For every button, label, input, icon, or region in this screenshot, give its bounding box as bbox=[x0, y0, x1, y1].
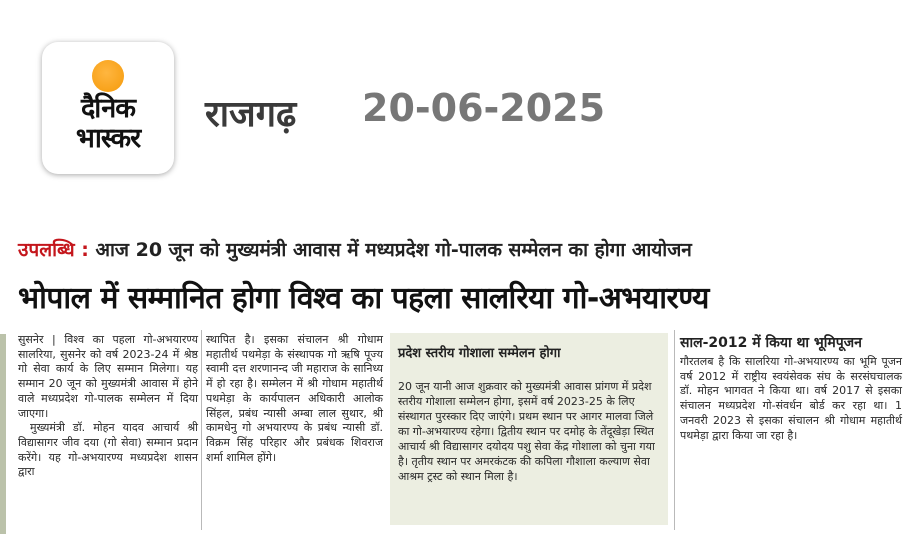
article-column-2 bbox=[206, 333, 383, 465]
col4-title: साल-2012 में किया था भूमिपूजन bbox=[680, 335, 862, 351]
col1-paragraph-2: मुख्यमंत्री डॉ. मोहन यादव आचार्य श्री विद्यासागर जीव दया (गो सेवा) सम्मान प्रदान करेंगे। यह गो-अभयारण्य मध्यप्रदेश शासन द्वारा bbox=[18, 421, 198, 479]
col1-paragraph-1: सुसनेर | विश्व का पहला गो-अभयारण्य सालरिया, सुसनेर को वर्ष 2023-24 में श्रेष्ठ गो सेवा कार्य के लिए सम्मान मिलेगा। यह सम्मान 20 जून को मुख्यमंत्री आवास में होने वाले मध्यप्रदेश गो-पालक सम्मेलन में दिया जाएगा। bbox=[18, 333, 198, 420]
logo-line-1: दैनिक bbox=[80, 93, 136, 124]
kicker-label: उपलब्धि : bbox=[18, 239, 89, 261]
kicker bbox=[18, 236, 692, 262]
newspaper-logo bbox=[42, 42, 174, 174]
headline: भोपाल में सम्मानित होगा विश्व का पहला सालरिया गो-अभयारण्य bbox=[18, 281, 709, 316]
sidebar-box bbox=[390, 333, 668, 525]
edition-date: 20-06-2025 bbox=[362, 86, 606, 130]
edition-city: राजगढ़ bbox=[205, 94, 297, 135]
col4-body: गौरतलब है कि सालरिया गो-अभयारण्य का भूमि पूजन वर्ष 2012 में राष्ट्रीय स्वयंसेवक संघ के सरसंघचालक डॉ. मोहन भागवत ने किया था। वर्ष 2017 से इसका संचालन मध्यप्रदेश गो-संवर्धन बोर्ड कर रहा था। 1 जनवरी 2023 से इसका संचालन श्री गोधाम महातीर्थ पथमेड़ा द्वारा किया जा रहा है। bbox=[680, 355, 902, 442]
column-divider bbox=[674, 330, 675, 530]
sun-icon bbox=[92, 60, 124, 92]
column-divider bbox=[201, 330, 202, 530]
logo-line-2: भास्कर bbox=[75, 123, 141, 154]
col2-paragraph-1: स्थापित है। इसका संचालन श्री गोधाम महातीर्थ पथमेड़ा के संस्थापक गो ऋषि पूज्य स्वामी दत्त शरणानन्द जी महाराज के सानिध्य में हो रहा है। सम्मेलन में श्री गोधाम महातीर्थ पथमेड़ा के कार्यपालन अधिकारी आलोक सिंहल, प्रबंध न्यासी अम्बा लाल सुथार, श्री कामधेनु गो अभयारण्य के प्रबंध न्यासी डॉ. विक्रम सिंह परिहार और प्रबंधक शिवराज शर्मा शामिल होंगे। bbox=[206, 333, 383, 464]
kicker-text: आज 20 जून को मुख्यमंत्री आवास में मध्यप्रदेश गो-पालक सम्मेलन का होगा आयोजन bbox=[88, 239, 692, 261]
adjacent-photo-edge bbox=[0, 334, 6, 534]
article-column-4 bbox=[680, 333, 902, 443]
box-title: प्रदेश स्तरीय गोशाला सम्मेलन होगा bbox=[398, 346, 561, 361]
article-column-1 bbox=[18, 333, 198, 480]
box-body: 20 जून यानी आज शुक्रवार को मुख्यमंत्री आवास प्रांगण में प्रदेश स्तरीय गोशाला सम्मेलन होगा, इसमें वर्ष 2023-25 के लिए संस्थागत पुरस्कार दिए जाएंगे। प्रथम स्थान पर आगर मालवा जिले का गो-अभयारण्य रहेगा। द्वितीय स्थान पर दमोह के तेंदूखेड़ा स्थित आचार्य श्री विद्यासागर दयोदय पशु सेवा केंद्र गोशाला को चुना गया है। तृतीय स्थान पर अमरकंटक की कपिला गौशाला कल्याण सेवा आश्रम ट्रस्ट को स्थान मिला है। bbox=[398, 380, 655, 483]
